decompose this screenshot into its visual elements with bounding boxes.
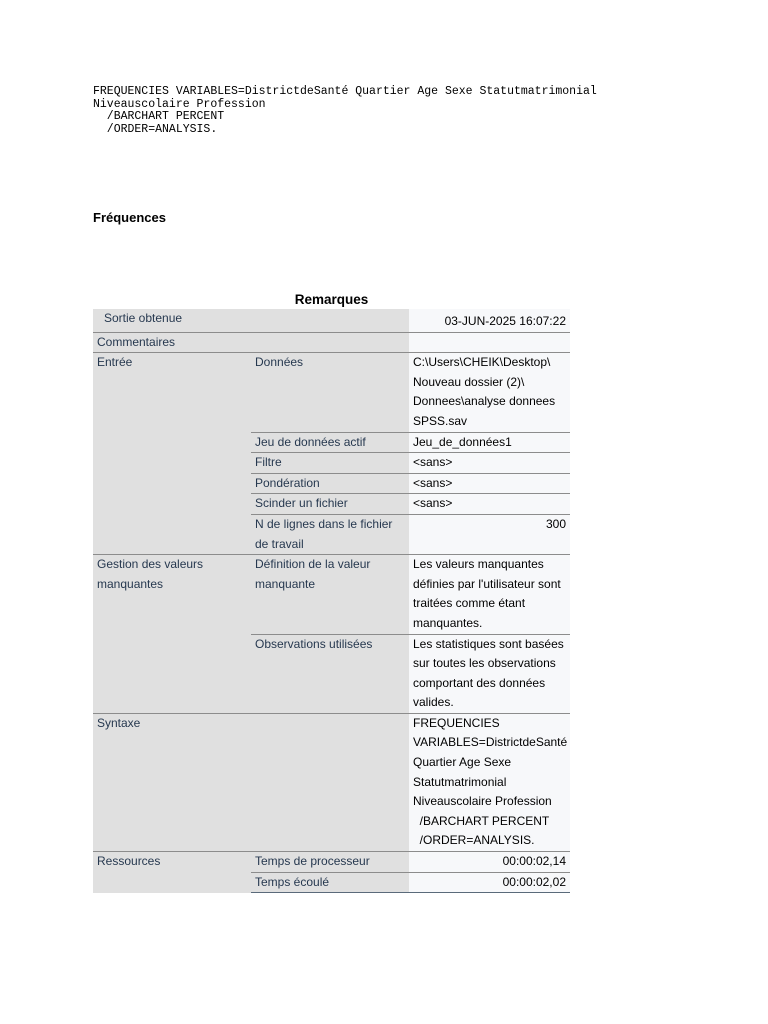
nlignes-value: 300 — [409, 514, 570, 554]
table-row — [93, 713, 570, 851]
notes-table-title: Remarques — [294, 292, 369, 307]
syntaxe-label: Syntaxe — [93, 713, 409, 851]
donnees-value: C:\Users\CHEIK\Desktop\ Nouveau dossier (2)\ Donnees\analyse donnees SPSS.sav — [409, 353, 570, 432]
processeur-label: Temps de processeur — [251, 852, 409, 873]
filtre-value: <sans> — [409, 453, 570, 474]
jeu-label: Jeu de données actif — [251, 432, 409, 453]
syntaxe-value: FREQUENCIES VARIABLES=DistrictdeSanté Quartier Age Sexe Statutmatrimonial Niveauscolaire Profession /BARCHART PERCENT /ORDER=ANALYSIS. — [409, 713, 570, 851]
table-row — [93, 332, 570, 353]
processeur-value: 00:00:02,14 — [409, 852, 570, 873]
sortie-value: 03-JUN-2025 16:07:22 — [409, 309, 570, 332]
definition-label: Définition de la valeur manquante — [251, 555, 409, 634]
table-row — [93, 353, 570, 432]
entree-label: Entrée — [93, 353, 251, 555]
table-row — [93, 852, 570, 873]
nlignes-label: N de lignes dans le fichier de travail — [251, 514, 409, 554]
donnees-label: Données — [251, 353, 409, 432]
section-heading: Fréquences — [93, 210, 166, 225]
scinder-label: Scinder un fichier — [251, 494, 409, 515]
syntax-command-text: FREQUENCIES VARIABLES=DistrictdeSanté Quartier Age Sexe Statutmatrimonial Niveauscolaire Profession /BARCHART PERCENT /ORDER=ANALYSIS. — [93, 85, 597, 136]
scinder-value: <sans> — [409, 494, 570, 515]
definition-value: Les valeurs manquantes définies par l'utilisateur sont traitées comme étant manquantes. — [409, 555, 570, 634]
table-row — [93, 309, 570, 332]
commentaires-label: Commentaires — [93, 332, 409, 353]
observations-label: Observations utilisées — [251, 634, 409, 713]
sortie-label: Sortie obtenue — [93, 309, 409, 332]
ecoule-value: 00:00:02,02 — [409, 872, 570, 893]
notes-table — [93, 309, 570, 893]
ecoule-label: Temps écoulé — [251, 872, 409, 893]
ressources-label: Ressources — [93, 852, 251, 893]
commentaires-value — [409, 332, 570, 353]
filtre-label: Filtre — [251, 453, 409, 474]
gestion-label: Gestion des valeurs manquantes — [93, 555, 251, 714]
jeu-value: Jeu_de_données1 — [409, 432, 570, 453]
table-row — [93, 555, 570, 634]
observations-value: Les statistiques sont basées sur toutes les observations comportant des données valides. — [409, 634, 570, 713]
ponderation-label: Pondération — [251, 473, 409, 494]
ponderation-value: <sans> — [409, 473, 570, 494]
